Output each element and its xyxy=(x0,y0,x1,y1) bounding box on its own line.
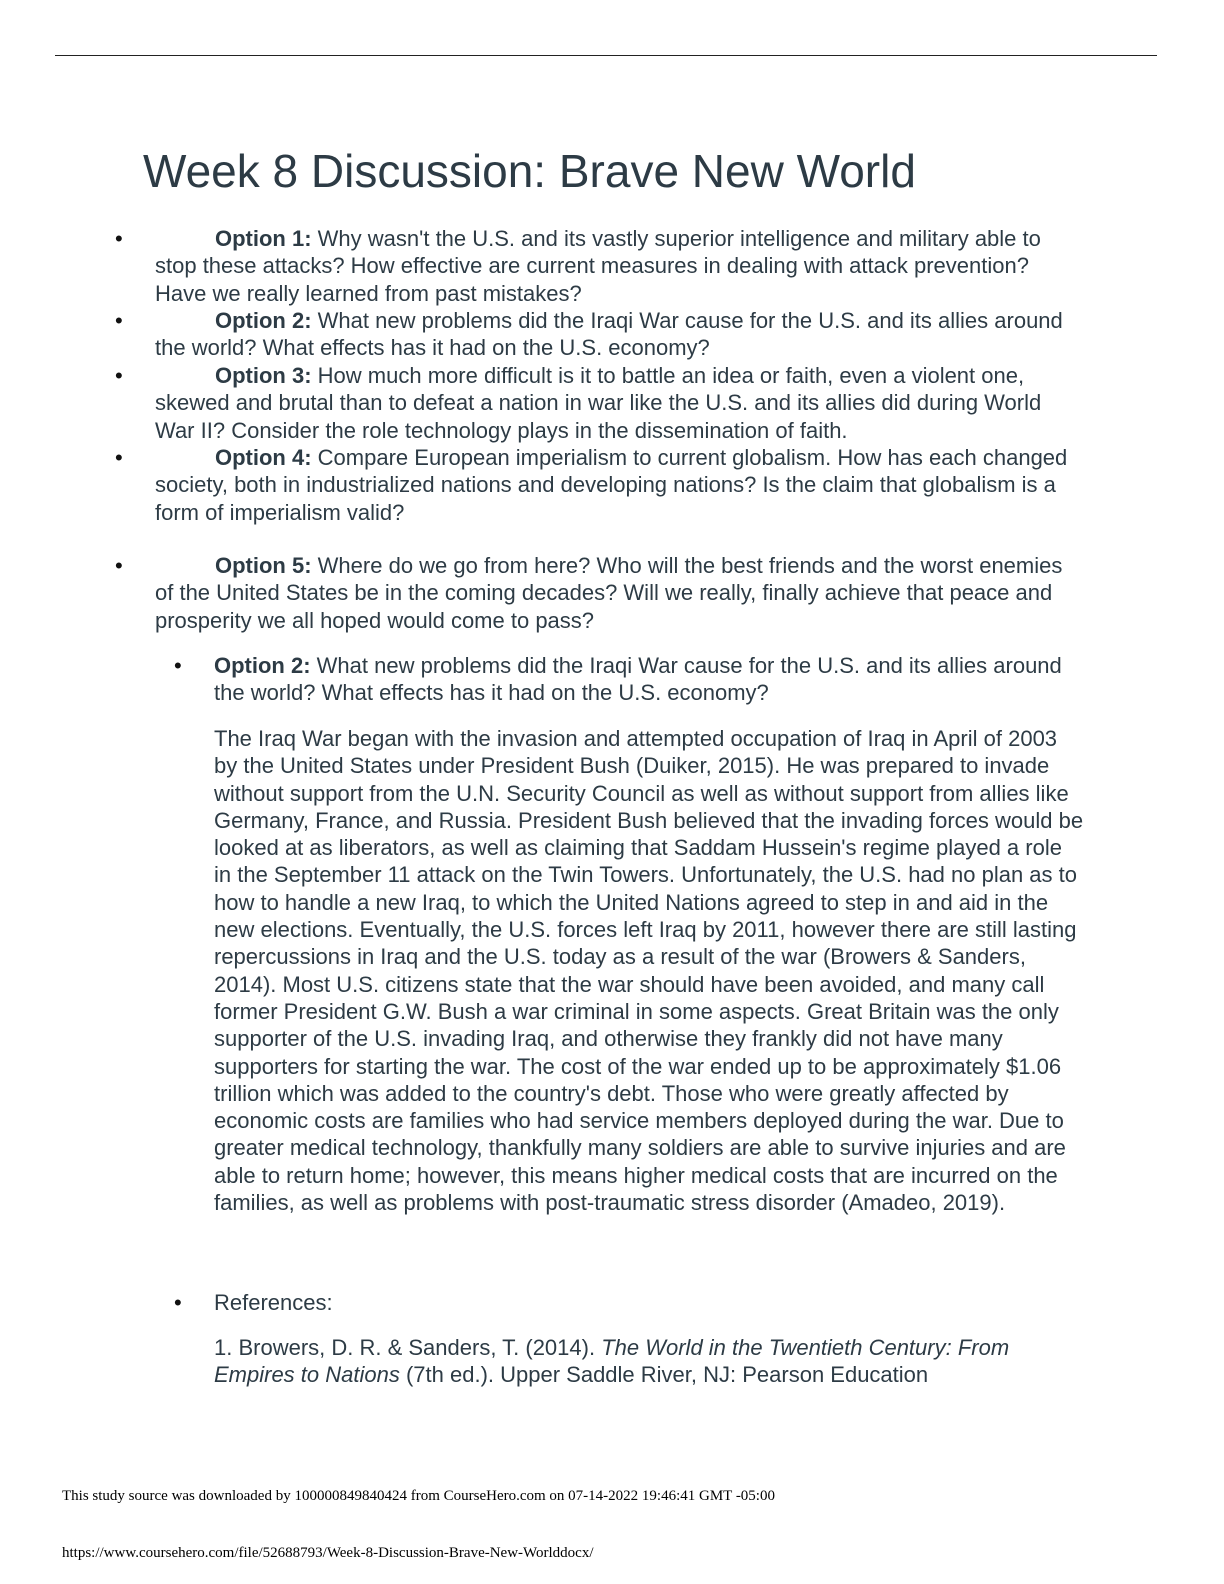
bullet-icon: • xyxy=(115,553,123,578)
page-title: Week 8 Discussion: Brave New World xyxy=(143,145,916,197)
response-question xyxy=(174,652,1084,707)
option-label: Option 1: xyxy=(215,226,312,251)
option-label: Option 5: xyxy=(215,553,312,578)
bullet-icon: • xyxy=(115,308,123,333)
option-label: Option 2: xyxy=(215,308,312,333)
option-label: Option 4: xyxy=(215,445,312,470)
reference-item-1 xyxy=(214,1334,1084,1389)
option-item-1 xyxy=(115,225,1075,307)
option-item-3 xyxy=(115,362,1075,444)
response-question-text: What new problems did the Iraqi War cause for the U.S. and its allies around the world? What effects has it had on the U.S. economy? xyxy=(214,653,1062,706)
bullet-icon: • xyxy=(115,363,123,388)
references-heading xyxy=(174,1289,1084,1316)
response-body xyxy=(214,725,1084,1216)
option-label: Option 3: xyxy=(215,363,312,388)
bullet-icon: • xyxy=(115,226,123,251)
option-text: Compare European imperialism to current globalism. How has each changed society, both in industrialized nations and developing nations? Is the claim that globalism is a form of imperialism valid? xyxy=(155,445,1068,525)
option-text: Where do we go from here? Who will the best friends and the worst enemies of the United States be in the coming decades? Will we really, finally achieve that peace and prosperity we all hoped would come to pass? xyxy=(155,553,1063,633)
response-label: Option 2: xyxy=(214,653,311,678)
option-item-5 xyxy=(115,552,1075,634)
option-text: Why wasn't the U.S. and its vastly superior intelligence and military able to stop these attacks? How effective are current measures in dealing with attack prevention? Have we really learned from past mistakes? xyxy=(155,226,1041,306)
bullet-icon: • xyxy=(174,653,182,678)
option-item-4 xyxy=(115,444,1075,526)
top-rule xyxy=(55,55,1157,56)
reference-prefix: 1. Browers, D. R. & Sanders, T. (2014). xyxy=(214,1335,602,1360)
response-body-text: The Iraq War began with the invasion and attempted occupation of Iraq in April of 2003 by the United States under President Bush (Duiker, 2015). He was prepared to invade without support from the U.N. Security Council as well as without support from allies like Germany, France, and Russia. President Bush believed that the invading forces would be looked at as liberators, as well as claiming that Saddam Hussein's regime played a role in the September 11 attack on the Twin Towers. Unfortunately, the U.S. had no plan as to how to handle a new Iraq, to which the United Nations agreed to step in and aid in the new elections. Eventually, the U.S. forces left Iraq by 2011, however there are still lasting repercussions in Iraq and the U.S. today as a result of the war (Browers & Sanders, 2014). Most U.S. citizens state that the war should have been avoided, and many call former President G.W. Bush a war criminal in some aspects. Great Britain was the only supporter of the U.S. invading Iraq, and otherwise they frankly did not have many supporters for starting the war. The cost of the war ended up to be approximately $1.06 trillion which was added to the country's debt. Those who were greatly affected by economic costs are families who had service members deployed during the war. Due to greater medical technology, thankfully many soldiers are able to survive injuries and are able to return home; however, this means higher medical costs that are incurred on the families, as well as problems with post-traumatic stress disorder (Amadeo, 2019). xyxy=(214,726,1084,1216)
bullet-icon: • xyxy=(115,445,123,470)
download-source-note: This study source was downloaded by 100000849840424 from CourseHero.com on 07-14-2022 19:46:41 GMT -05:00 xyxy=(62,1488,775,1504)
reference-suffix: (7th ed.). Upper Saddle River, NJ: Pearson Education xyxy=(399,1362,929,1388)
bullet-icon: • xyxy=(174,1290,182,1315)
option-text: How much more difficult is it to battle an idea or faith, even a violent one, skewed and brutal than to defeat a nation in war like the U.S. and its allies did during World War II? Consider the role technology plays in the dissemination of faith. xyxy=(155,363,1042,443)
option-item-2 xyxy=(115,307,1075,362)
option-text: What new problems did the Iraqi War cause for the U.S. and its allies around the world? What effects has it had on the U.S. economy? xyxy=(155,308,1063,361)
references-heading-text: References: xyxy=(214,1290,333,1315)
reference-title: The World in the Twentieth Century: From Empires to Nations xyxy=(214,1335,1010,1388)
source-url[interactable]: https://www.coursehero.com/file/52688793/Week-8-Discussion-Brave-New-Worlddocx/ xyxy=(62,1545,594,1561)
